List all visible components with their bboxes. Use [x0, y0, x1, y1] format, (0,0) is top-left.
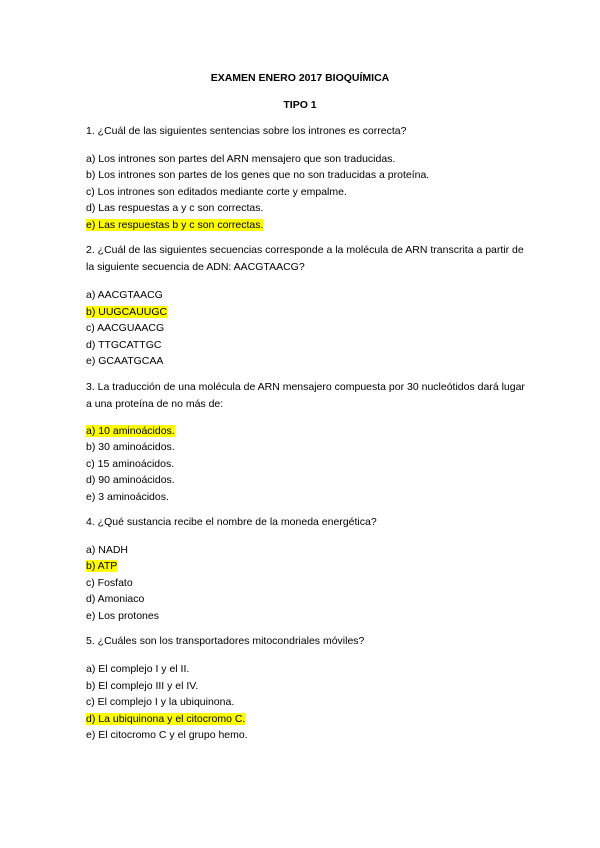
question-5: 5. ¿Cuáles son los transportadores mitocondriales móviles? [86, 635, 365, 647]
question-3: 3. La traducción de una molécula de ARN mensajero compuesta por 30 nucleótidos dará lugar a una proteína de no más de: [86, 381, 525, 410]
exam-type: TIPO 1 [283, 99, 317, 111]
q1-option-b: b) Los intrones son partes de los genes que no son traducidas a proteína. [86, 169, 430, 181]
answer-highlight: e) Las respuestas b y c son correctas. [86, 219, 264, 231]
q4-option-c: c) Fosfato [86, 577, 133, 589]
q5-option-b: b) El complejo III y el IV. [86, 680, 199, 692]
q5-option-a: a) El complejo I y el II. [86, 663, 190, 675]
q2-option-c: c) AACGUAACG [86, 322, 165, 334]
q3-option-d: d) 90 aminoácidos. [86, 474, 175, 486]
answer-highlight: a) 10 aminoácidos. [86, 425, 175, 437]
q5-option-d [86, 712, 245, 726]
question-1: 1. ¿Cuál de las siguientes sentencias sobre los intrones es correcta? [86, 125, 407, 137]
q5-option-e: e) El citocromo C y el grupo hemo. [86, 729, 248, 741]
q3-option-b: b) 30 aminoácidos. [86, 441, 175, 453]
q1-option-c: c) Los intrones son editados mediante corte y empalme. [86, 186, 347, 198]
q4-option-b [86, 559, 117, 573]
q4-option-a: a) NADH [86, 544, 129, 556]
q2-option-e: e) GCAATGCAA [86, 355, 164, 367]
answer-highlight: d) La ubiquinona y el citocromo C. [86, 713, 246, 725]
q2-option-b [86, 305, 167, 319]
question-4: 4. ¿Qué sustancia recibe el nombre de la moneda energética? [86, 516, 377, 528]
exam-title: EXAMEN ENERO 2017 BIOQUÍMICA [210, 72, 390, 84]
answer-highlight: b) UUGCAUUGC [86, 306, 168, 318]
q3-option-a [86, 424, 175, 438]
question-2: 2. ¿Cuál de las siguientes secuencias corresponde a la molécula de ARN transcrita a partir de la siguiente secuencia de ADN: AACGTAACG? [86, 244, 524, 273]
q1-option-a: a) Los intrones son partes del ARN mensajero que son traducidas. [86, 153, 396, 165]
q4-option-e: e) Los protones [86, 610, 159, 622]
q3-option-c: c) 15 aminoácidos. [86, 458, 175, 470]
q2-option-a: a) AACGTAACG [86, 289, 163, 301]
q1-option-d: d) Las respuestas a y c son correctas. [86, 202, 264, 214]
q4-option-d: d) Amoniaco [86, 593, 145, 605]
q3-option-e: e) 3 aminoácidos. [86, 491, 169, 503]
q5-option-c: c) El complejo I y la ubiquinona. [86, 696, 235, 708]
q2-option-d: d) TTGCATTGC [86, 339, 162, 351]
answer-highlight: b) ATP [86, 560, 118, 572]
q1-option-e [86, 218, 263, 232]
